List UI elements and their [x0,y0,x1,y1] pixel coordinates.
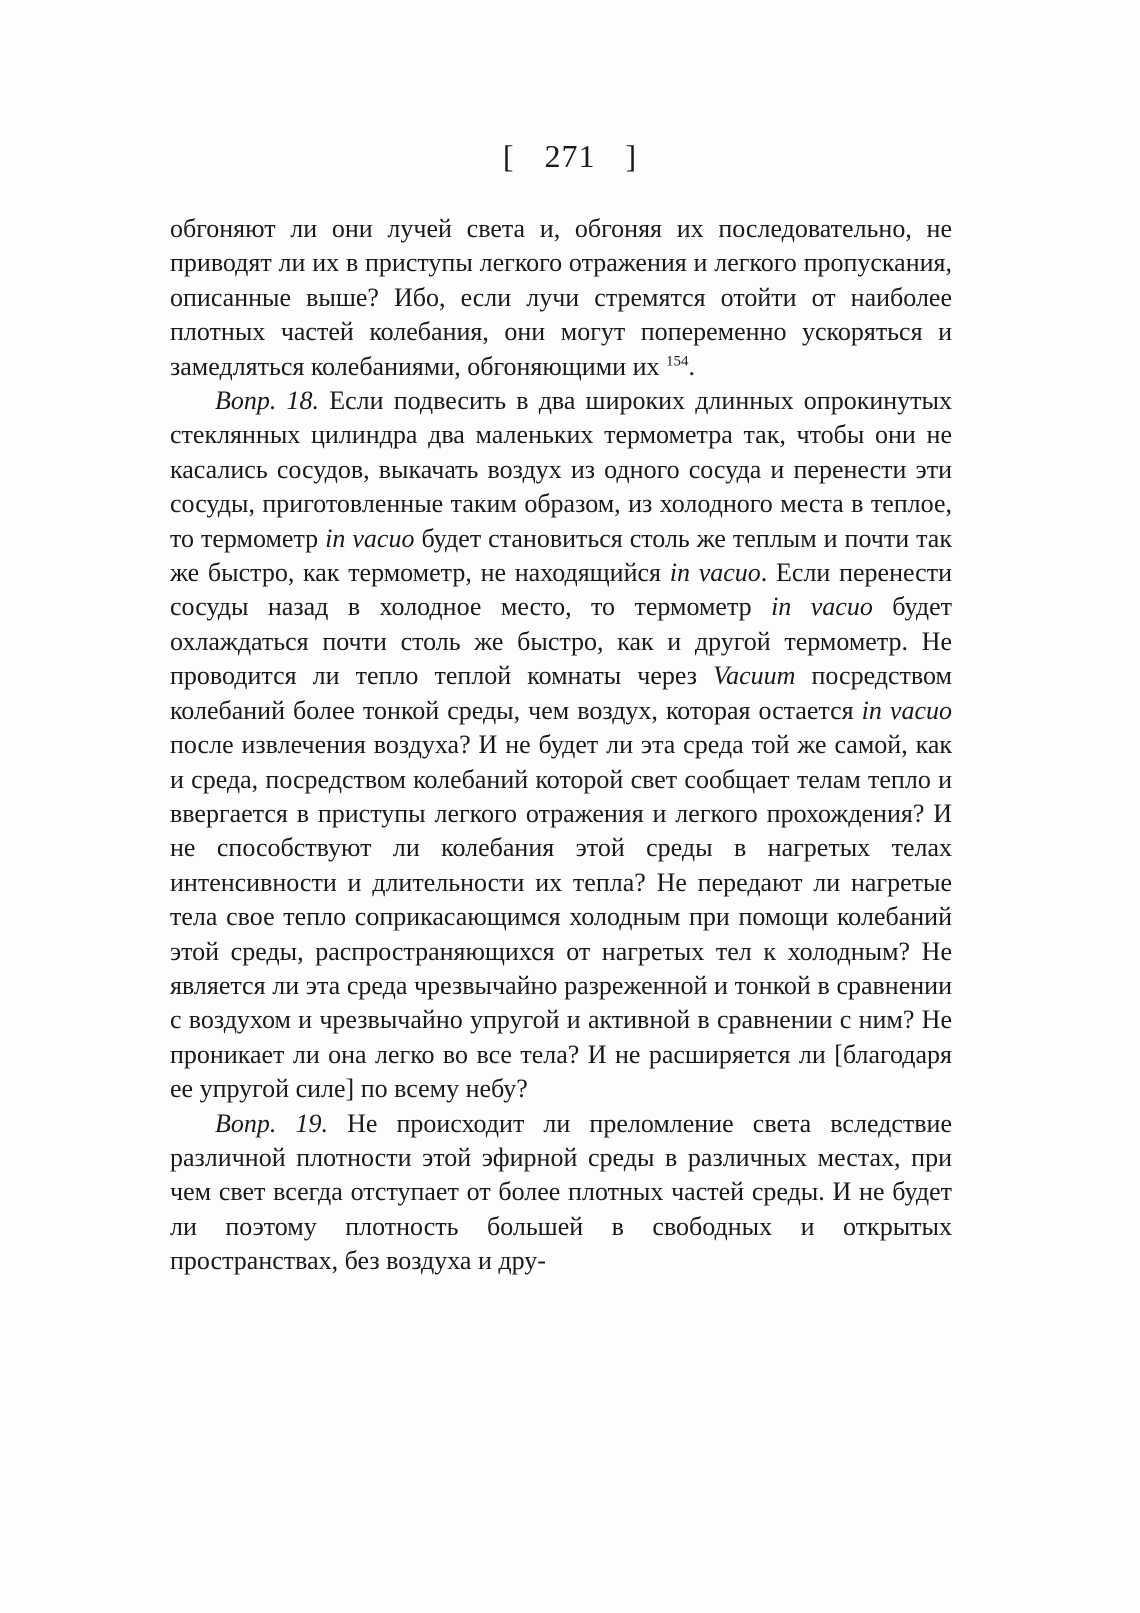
question-18 [170,384,952,1107]
q18-latin-1: in vacuo [325,523,415,553]
page-number [0,138,1140,175]
paragraph-1-end: . [688,351,696,381]
page-number-value: 271 [544,138,596,174]
question-18-label: Вопр. 18. [215,386,320,416]
q18-text-1: Если подвесить в два широких длинных опрокинутых стеклянных цилиндра два маленьких термометра так, чтобы они не касались сосудов, выкачать воздух из одного сосуда и перенести эти сосуды, приготовленные таким образом, из холодного места в теплое, то термометр [170,386,952,553]
right-bracket: ] [625,138,638,174]
q18-text-4: будет охлаждаться почти столь же быстро, как и другой термометр. Не проводится ли тепло теплой комнаты через [170,592,953,691]
q18-latin-3: in vacuo [771,592,873,622]
q18-latin-4: Vacuum [713,661,796,691]
q18-text-2: будет становиться столь же теплым и почти так же быстро, как термометр, не находящийся [170,523,952,588]
q18-latin-2: in vacuo [669,558,761,588]
footnote-ref: 154 [666,352,689,369]
body-text [170,212,952,1279]
left-bracket: [ [502,138,515,174]
q18-text-6: после извлечения воздуха? И не будет ли эта среда той же самой, как и среда, посредством колебаний которой свет сообщает телам тепло и ввергается в приступы легкого отражения и легкого прохождения? И не способствуют ли колебания этой среды в нагретых телах интенсивности и длительности их тепла? Не передают ли нагретые тела свое тепло соприкасающимся холодным при помощи колебаний этой среды, распространяющихся от нагретых тел к холодным? Не является ли эта среда чрезвычайно разреженной и тонкой в сравнении с воздухом и чрезвычайно упругой и активной в сравнении с ним? Не проникает ли она легко во все тела? И не расширяется ли [благодаря ее упругой силе] по всему небу? [170,730,952,1104]
paragraph-1-text: обгоняют ли они лучей света и, обгоняя их последовательно, не приводят ли их в приступы легкого отражения и легкого пропускания, описанные выше? Ибо, если лучи стремятся отойти от наиболее плотных частей колебания, они могут попеременно ускоряться и замедляться колебаниями, обгоняющими их [170,214,952,381]
q18-text-3: . Если перенести сосуды назад в холодное место, то термометр [170,558,952,622]
question-19-label: Вопр. 19. [215,1108,328,1138]
paragraph-continuation [170,212,952,384]
question-19 [170,1107,952,1279]
q18-latin-5: in vacuo [861,695,952,725]
question-19-text: Не происходит ли преломление света вследствие различной плотности этой эфирной среды в различных местах, при чем свет всегда отступает от более плотных частей среды. И не будет ли поэтому плотность большей в свободных и открытых пространствах, без воздуха и дру- [170,1108,953,1276]
q18-text-5: посредством колебаний более тонкой среды, чем воздух, которая остается [170,661,952,725]
